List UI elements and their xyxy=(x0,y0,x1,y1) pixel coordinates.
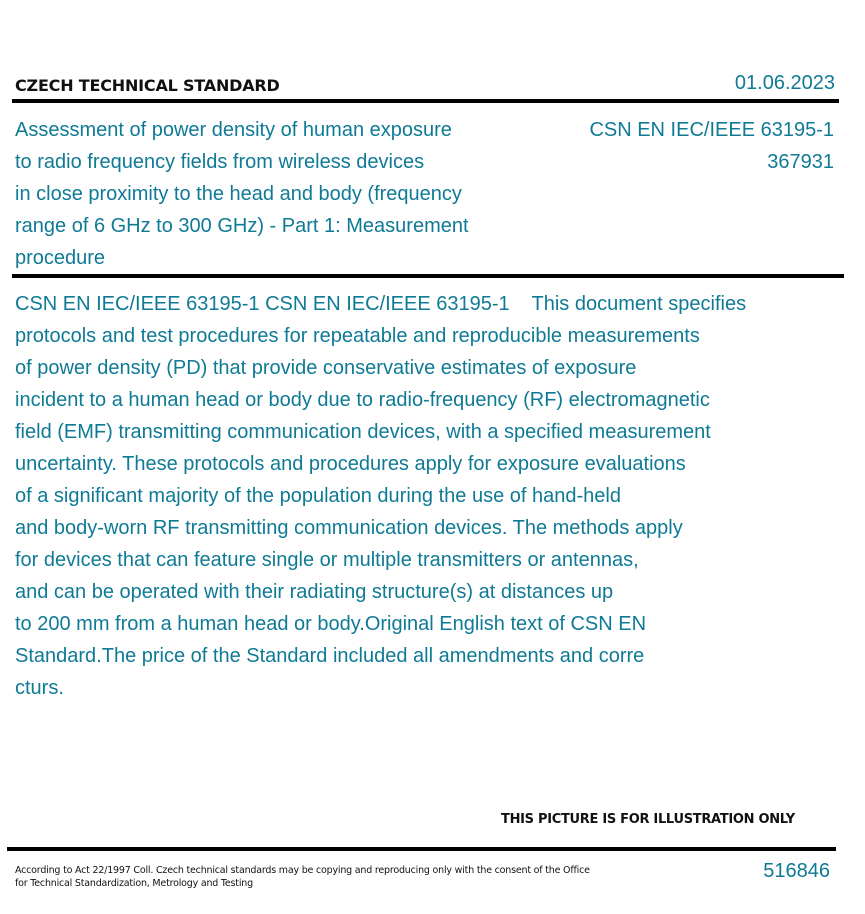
description-line: to 200 mm from a human head or body.Original English text of CSN EN xyxy=(15,613,647,635)
title-line: range of 6 GHz to 300 GHz) - Part 1: Measurement xyxy=(15,215,469,237)
document-category: CZECH TECHNICAL STANDARD xyxy=(15,76,280,95)
title-line: in close proximity to the head and body (frequency xyxy=(15,183,462,205)
description-line: CSN EN IEC/IEEE 63195-1 CSN EN IEC/IEEE 63195-1 This document specifies xyxy=(15,293,747,315)
description-line: field (EMF) transmitting communication devices, with a specified measurement xyxy=(15,421,711,443)
class-number: 367931 xyxy=(767,151,834,173)
description-line: for devices that can feature single or multiple transmitters or antennas, xyxy=(15,549,639,571)
standard-code: CSN EN IEC/IEEE 63195-1 xyxy=(589,119,834,141)
title-line: procedure xyxy=(15,247,106,269)
description-line: of a significant majority of the population during the use of hand-held xyxy=(15,485,621,507)
divider-middle xyxy=(12,274,844,278)
description-line: Standard.The price of the Standard included all amendments and corre xyxy=(15,645,645,667)
title-line: to radio frequency fields from wireless devices xyxy=(15,151,425,173)
title-line: Assessment of power density of human exposure xyxy=(15,119,452,141)
description-line: protocols and test procedures for repeatable and reproducible measurements xyxy=(15,325,700,347)
standard-description xyxy=(15,288,810,704)
divider-top xyxy=(12,99,839,103)
standard-identifiers xyxy=(589,114,834,178)
publication-date: 01.06.2023 xyxy=(734,72,835,94)
legal-notice xyxy=(15,864,615,890)
legal-line: According to Act 22/1997 Coll. Czech technical standards may be copying and reproducing only with the consent of the Office xyxy=(15,865,590,876)
divider-bottom xyxy=(7,847,836,851)
description-line: incident to a human head or body due to radio-frequency (RF) electromagnetic xyxy=(15,389,710,411)
description-line: and body-worn RF transmitting communication devices. The methods apply xyxy=(15,517,683,539)
illustration-notice: THIS PICTURE IS FOR ILLUSTRATION ONLY xyxy=(501,812,795,827)
description-line: cturs. xyxy=(15,677,64,699)
catalog-number: 516846 xyxy=(763,860,830,882)
standard-title xyxy=(15,114,515,274)
description-line: and can be operated with their radiating structure(s) at distances up xyxy=(15,581,614,603)
description-line: of power density (PD) that provide conservative estimates of exposure xyxy=(15,357,637,379)
description-line: uncertainty. These protocols and procedures apply for exposure evaluations xyxy=(15,453,686,475)
legal-line: for Technical Standardization, Metrology and Testing xyxy=(15,878,253,889)
